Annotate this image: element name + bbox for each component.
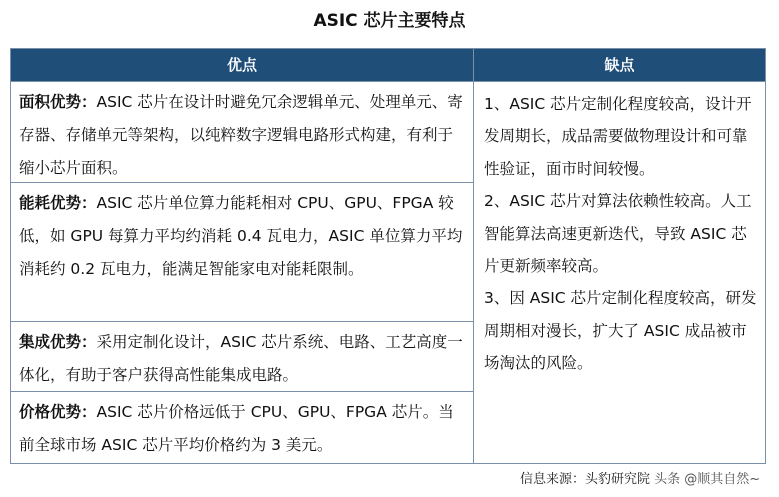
cons-item: 3、因 ASIC 芯片定制化程度较高，研发周期相对漫长，扩大了 ASIC 成品被市场淘汰的风险。 — [484, 289, 757, 373]
pros-label: 价格优势： — [19, 403, 97, 421]
cons-item: 2、ASIC 芯片对算法依赖性较高。人工智能算法高速更新迭代，导致 ASIC 芯片更新频率较高。 — [484, 192, 752, 276]
cons-header: 缺点 — [474, 49, 765, 81]
pros-row-price — [11, 391, 473, 463]
pros-text: ASIC 芯片价格远低于 CPU、GPU、FPGA 芯片。当前全球市场 ASIC 芯片平均价格约为 3 美元。 — [19, 403, 454, 454]
pros-row-integration — [11, 321, 473, 391]
pros-text: 采用定制化设计，ASIC 芯片系统、电路、工艺高度一体化，有助于客户获得高性能集成电路。 — [19, 333, 463, 384]
cons-item: 1、ASIC 芯片定制化程度较高，设计开发周期长，成品需要做物理设计和可靠性验证，面市时间较慢。 — [484, 95, 752, 178]
pros-label: 能耗优势： — [19, 194, 97, 212]
watermark-text: 头条 @顺其自然~ — [654, 472, 761, 487]
pros-header: 优点 — [11, 49, 473, 81]
pros-row-area — [11, 81, 473, 182]
features-table — [10, 48, 766, 464]
pros-text: ASIC 芯片单位算力能耗相对 CPU、GPU、FPGA 较低，如 GPU 每算力平均约消耗 0.4 瓦电力，ASIC 单位算力平均消耗约 0.2 瓦电力，能满足智能家电对能耗限制。 — [19, 194, 463, 278]
cons-cell — [474, 81, 765, 463]
pros-text: ASIC 芯片在设计时避免冗余逻辑单元、处理单元、寄存器、存储单元等架构，以纯粹数字逻辑电路形式构建，有利于缩小芯片面积。 — [19, 93, 463, 177]
source-text: 信息来源：头豹研究院 — [520, 472, 651, 487]
pros-label: 面积优势： — [19, 93, 97, 111]
source-note — [520, 468, 760, 487]
pros-label: 集成优势： — [19, 333, 97, 351]
pros-row-energy — [11, 182, 473, 321]
table-title: ASIC 芯片主要特点 — [313, 11, 466, 31]
